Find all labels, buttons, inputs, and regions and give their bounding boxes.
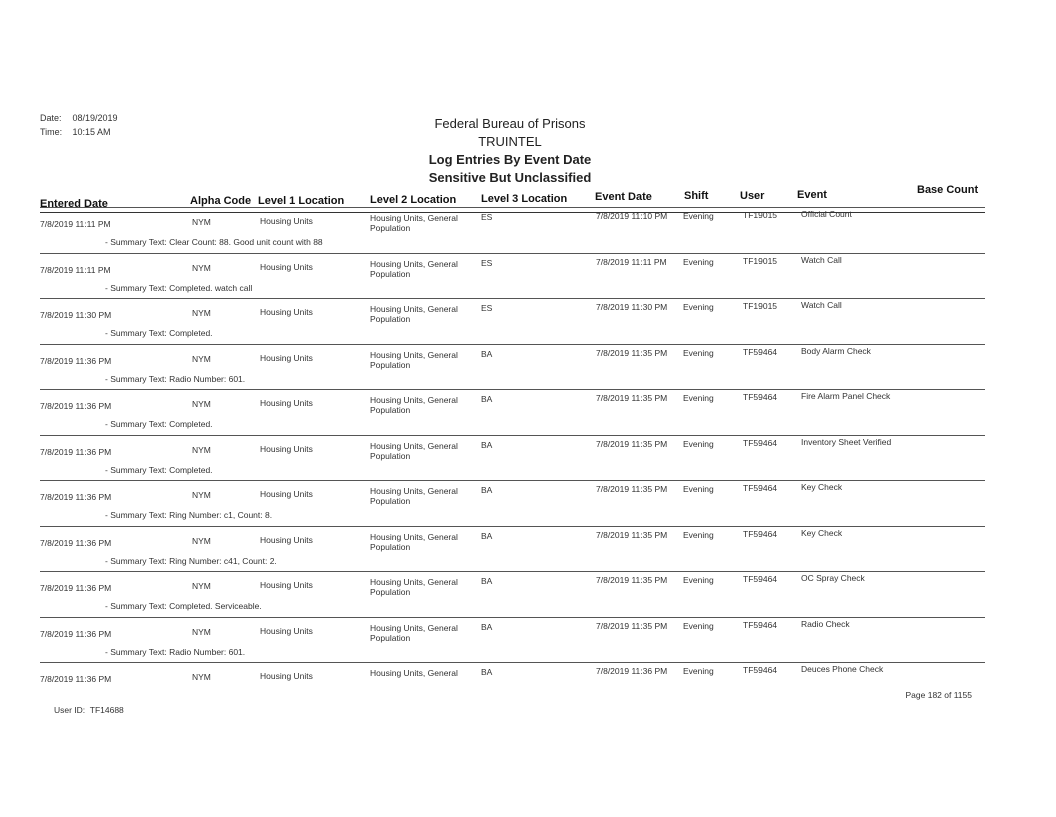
cell-level3: BA	[481, 667, 493, 677]
cell-event-date: 7/8/2019 11:35 PM	[596, 575, 668, 585]
row-divider	[40, 662, 985, 663]
cell-alpha-code: NYM	[192, 353, 211, 364]
cell-level3: BA	[481, 394, 493, 404]
cell-event-date: 7/8/2019 11:36 PM	[596, 666, 668, 676]
cell-event-date: 7/8/2019 11:35 PM	[596, 347, 668, 358]
cell-event: Key Check	[801, 482, 843, 492]
cell-summary-text: - Summary Text: Clear Count: 88. Good unit count with 88	[105, 237, 323, 247]
table-row	[40, 207, 985, 252]
cell-level2: Housing Units, General Population	[370, 440, 458, 461]
cell-level2: Housing Units, General Population	[370, 622, 458, 643]
col-alpha-code: Alpha Code	[190, 195, 252, 207]
row-divider	[40, 435, 985, 436]
cell-level2: Housing Units, General Population	[370, 395, 458, 415]
row-divider	[40, 389, 985, 390]
col-level1: Level 1 Location	[258, 195, 345, 207]
cell-user: TF19015	[743, 301, 778, 311]
cell-shift: Evening	[683, 666, 714, 676]
cell-level1: Housing Units	[260, 625, 313, 636]
row-divider	[40, 617, 985, 618]
row-divider	[40, 298, 985, 299]
cell-summary-text: - Summary Text: Completed.	[105, 328, 213, 338]
report-title: Log Entries By Event Date	[428, 152, 592, 167]
cell-summary-text: - Summary Text: Radio Number: 601.	[105, 646, 246, 657]
cell-user: TF59464	[743, 392, 778, 402]
cell-user: TF59464	[743, 483, 778, 493]
cell-summary-text: - Summary Text: Ring Number: c41, Count: 2.	[105, 555, 277, 566]
col-base-count: Base Count	[917, 184, 979, 196]
classification-title: Sensitive But Unclassified	[428, 170, 592, 185]
row-divider	[40, 344, 985, 345]
cell-alpha-code: NYM	[192, 535, 211, 546]
cell-entered-date: 7/8/2019 11:36 PM	[40, 446, 112, 457]
cell-shift: Evening	[683, 575, 714, 585]
cell-level3: BA	[481, 530, 493, 541]
cell-summary-text: - Summary Text: Ring Number: c1, Count: 8.	[105, 510, 273, 520]
cell-event: Inventory Sheet Verified	[801, 436, 892, 447]
date-label: Date:	[40, 113, 62, 123]
report-date	[40, 113, 118, 123]
col-level2: Level 2 Location	[370, 194, 457, 206]
cell-summary-text: - Summary Text: Completed. Serviceable.	[105, 601, 262, 611]
cell-alpha-code: NYM	[192, 672, 211, 682]
cell-alpha-code: NYM	[192, 217, 211, 227]
cell-event: Deuces Phone Check	[801, 664, 884, 674]
cell-alpha-code: NYM	[192, 399, 211, 409]
cell-event-date: 7/8/2019 11:35 PM	[596, 529, 668, 540]
cell-shift: Evening	[683, 438, 714, 449]
cell-user: TF59464	[743, 346, 778, 357]
cell-shift: Evening	[683, 211, 714, 221]
cell-level1: Housing Units	[260, 352, 313, 363]
footer-user	[54, 705, 124, 715]
cell-shift: Evening	[683, 256, 714, 267]
cell-level1: Housing Units	[260, 443, 313, 454]
cell-event: Body Alarm Check	[801, 345, 871, 356]
row-divider	[40, 526, 985, 527]
cell-event: OC Spray Check	[801, 573, 865, 583]
cell-user: TF59464	[743, 619, 778, 630]
cell-user: TF59464	[743, 574, 778, 584]
cell-level3: ES	[481, 257, 493, 268]
table-row	[40, 435, 985, 480]
cell-level2: Housing Units, General Population	[370, 531, 458, 552]
cell-event: Watch Call	[801, 254, 842, 265]
cell-level1: Housing Units	[260, 534, 313, 545]
cell-level3: ES	[481, 303, 493, 313]
col-shift: Shift	[684, 190, 709, 202]
col-entered-date: Entered Date	[40, 198, 108, 210]
cell-level1: Housing Units	[260, 261, 313, 272]
cell-level3: BA	[481, 348, 493, 359]
cell-summary-text: - Summary Text: Completed. watch call	[105, 282, 253, 293]
cell-event: Fire Alarm Panel Check	[801, 391, 891, 401]
cell-entered-date: 7/8/2019 11:30 PM	[40, 310, 112, 320]
time-label: Time:	[40, 127, 63, 137]
table-row	[40, 662, 985, 707]
cell-entered-date: 7/8/2019 11:36 PM	[40, 492, 112, 502]
table-row	[40, 480, 985, 525]
footer-user-label: User ID:	[54, 705, 86, 715]
table-row	[40, 526, 985, 571]
row-divider	[40, 480, 985, 481]
cell-summary-text: - Summary Text: Completed.	[105, 419, 213, 429]
cell-event-date: 7/8/2019 11:35 PM	[596, 438, 668, 449]
cell-alpha-code: NYM	[192, 490, 211, 500]
cell-level1: Housing Units	[260, 489, 313, 499]
row-divider	[40, 571, 985, 572]
cell-summary-text: - Summary Text: Completed.	[105, 464, 213, 475]
agency-title: Federal Bureau of Prisons	[434, 116, 586, 131]
cell-level3: BA	[481, 621, 493, 632]
cell-event-date: 7/8/2019 11:11 PM	[596, 256, 667, 267]
cell-event-date: 7/8/2019 11:10 PM	[596, 211, 668, 221]
cell-level1: Housing Units	[260, 216, 313, 226]
col-level3: Level 3 Location	[481, 193, 568, 205]
report-time	[40, 127, 111, 137]
cell-shift: Evening	[683, 620, 714, 631]
cell-entered-date: 7/8/2019 11:36 PM	[40, 401, 112, 411]
cell-alpha-code: NYM	[192, 626, 211, 637]
row-divider	[40, 253, 985, 254]
cell-event: Radio Check	[801, 618, 850, 629]
date-value: 08/19/2019	[72, 113, 118, 123]
cell-user: TF59464	[743, 437, 778, 448]
table-row	[40, 571, 985, 616]
cell-event-date: 7/8/2019 11:35 PM	[596, 620, 668, 631]
cell-shift: Evening	[683, 529, 714, 540]
cell-level1: Housing Units	[260, 398, 313, 408]
row-divider	[40, 207, 985, 208]
cell-level2: Housing Units, General Population	[370, 577, 458, 597]
cell-level2: Housing Units, General Population	[370, 258, 458, 279]
cell-alpha-code: NYM	[192, 581, 211, 591]
cell-shift: Evening	[683, 393, 714, 403]
cell-level2: Housing Units, General Population	[370, 304, 458, 324]
cell-entered-date: 7/8/2019 11:36 PM	[40, 583, 112, 593]
cell-level2: Housing Units, General Population	[370, 349, 458, 370]
table-row	[40, 298, 985, 343]
cell-event-date: 7/8/2019 11:35 PM	[596, 484, 668, 494]
cell-level1: Housing Units	[260, 671, 313, 681]
cell-summary-text: - Summary Text: Radio Number: 601.	[105, 373, 246, 384]
cell-level2: Housing Units, General Population	[370, 486, 458, 506]
cell-entered-date: 7/8/2019 11:11 PM	[40, 219, 111, 229]
table-row	[40, 344, 985, 389]
cell-entered-date: 7/8/2019 11:11 PM	[40, 264, 111, 275]
cell-alpha-code: NYM	[192, 308, 211, 318]
cell-level3: BA	[481, 576, 493, 586]
cell-event: Official Count	[801, 209, 852, 219]
cell-level3: BA	[481, 485, 493, 495]
cell-shift: Evening	[683, 484, 714, 494]
page-number: Page 182 of 1155	[905, 690, 972, 700]
report-title-block	[330, 115, 690, 187]
cell-alpha-code: NYM	[192, 444, 211, 455]
system-title: TRUINTEL	[478, 134, 542, 149]
cell-level3: BA	[481, 439, 493, 450]
cell-event-date: 7/8/2019 11:35 PM	[596, 393, 668, 403]
cell-user: TF19015	[743, 255, 778, 266]
cell-shift: Evening	[683, 347, 714, 358]
cell-shift: Evening	[683, 302, 714, 312]
cell-alpha-code: NYM	[192, 262, 211, 273]
cell-event-date: 7/8/2019 11:30 PM	[596, 302, 668, 312]
cell-level1: Housing Units	[260, 307, 313, 317]
cell-level3: ES	[481, 212, 493, 222]
cell-user: TF59464	[743, 528, 778, 539]
time-value: 10:15 AM	[72, 127, 111, 137]
col-user: User	[740, 190, 765, 202]
table-row	[40, 617, 985, 662]
cell-entered-date: 7/8/2019 11:36 PM	[40, 355, 112, 366]
cell-level1: Housing Units	[260, 580, 313, 590]
cell-event: Key Check	[801, 527, 843, 538]
footer-user-value: TF14688	[89, 705, 124, 715]
cell-level2: Housing Units, General	[370, 668, 458, 678]
cell-event: Watch Call	[801, 300, 842, 310]
table-row	[40, 253, 985, 298]
col-event-date: Event Date	[595, 191, 652, 203]
col-event: Event	[797, 189, 827, 201]
cell-entered-date: 7/8/2019 11:36 PM	[40, 537, 112, 548]
cell-level2: Housing Units, General Population	[370, 213, 458, 233]
table-row	[40, 389, 985, 434]
cell-entered-date: 7/8/2019 11:36 PM	[40, 674, 112, 684]
cell-user: TF19015	[743, 210, 778, 220]
cell-entered-date: 7/8/2019 11:36 PM	[40, 628, 112, 639]
cell-user: TF59464	[743, 665, 778, 675]
